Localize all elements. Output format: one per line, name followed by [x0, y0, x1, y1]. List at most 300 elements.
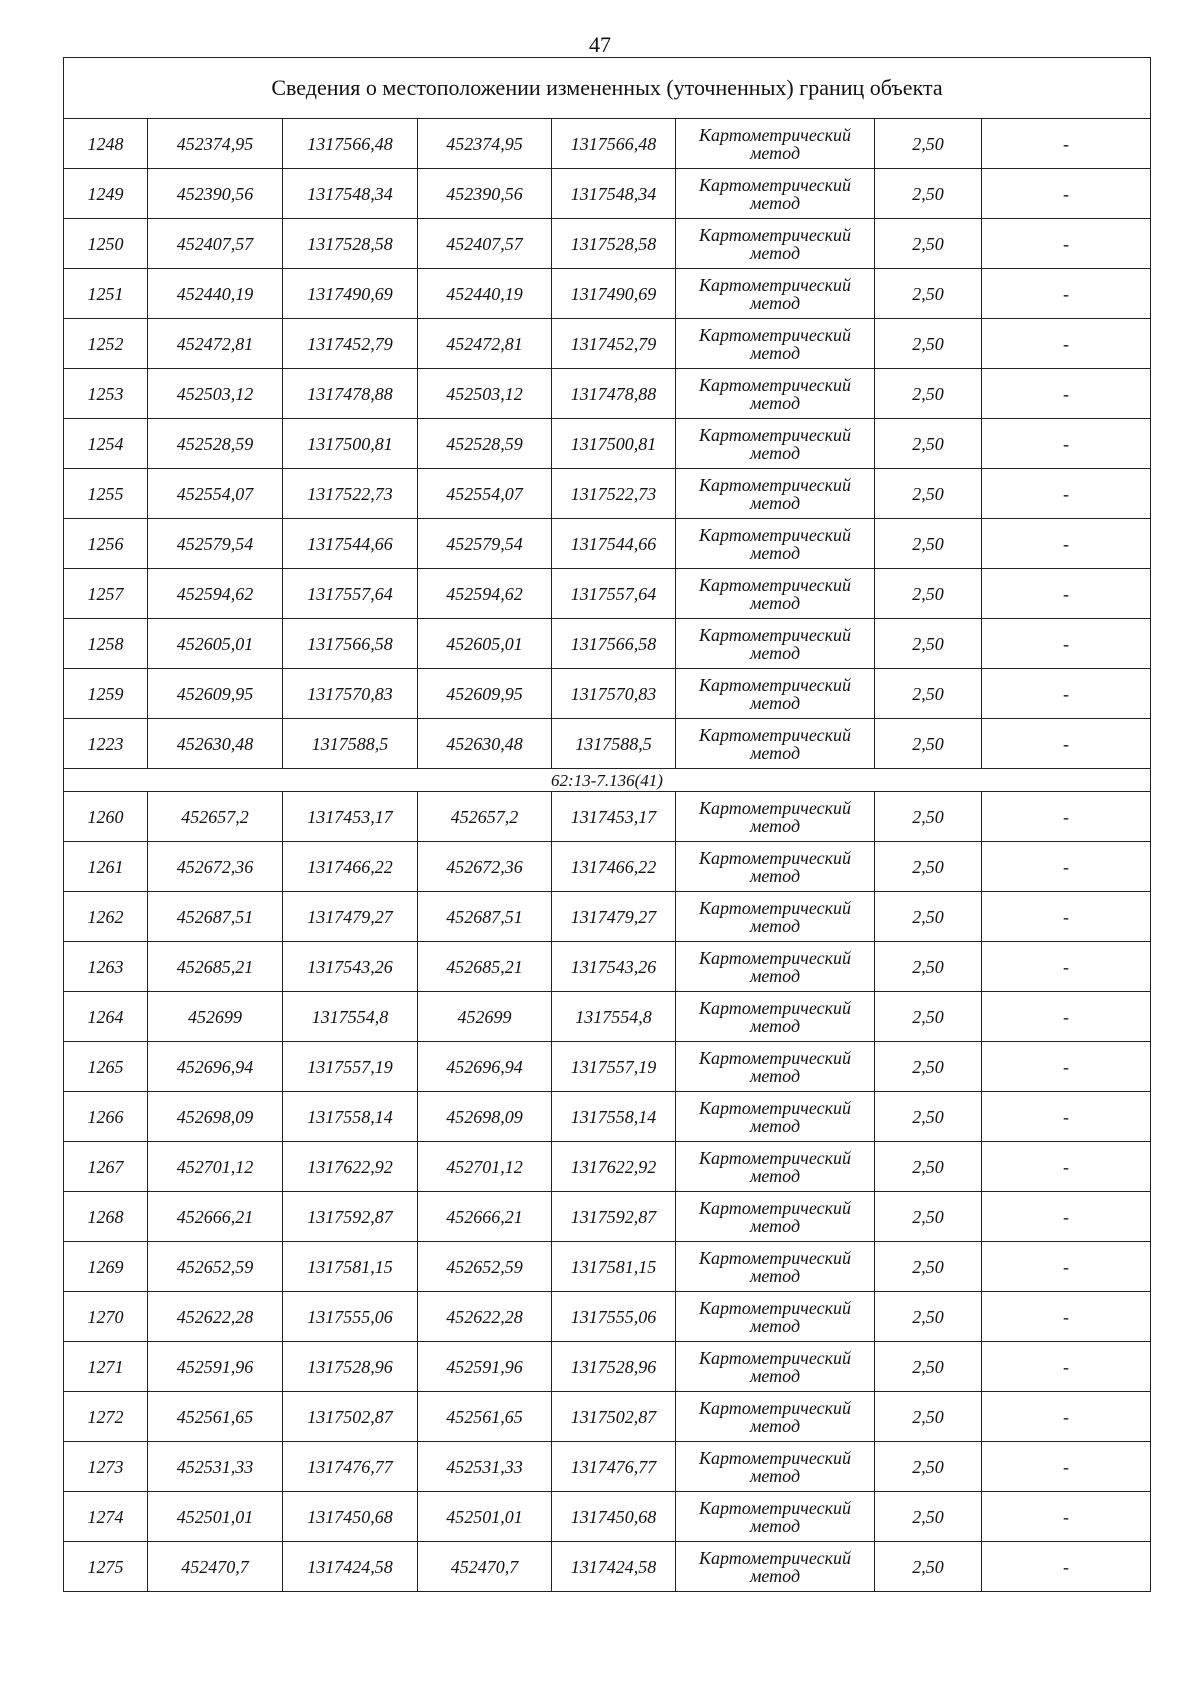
method-line-2: метод	[749, 815, 801, 836]
table-row	[64, 1442, 1151, 1492]
new-y-cell: 1317528,96	[552, 1342, 676, 1392]
old-x-cell: 452622,28	[148, 1292, 283, 1342]
precision-cell: 2,50	[875, 1342, 982, 1392]
method-cell	[676, 719, 875, 769]
new-x-cell: 452622,28	[418, 1292, 552, 1342]
precision-cell: 2,50	[875, 992, 982, 1042]
point-number-cell: 1265	[64, 1042, 148, 1092]
old-x-cell: 452407,57	[148, 219, 283, 269]
method-line-1: Картометрический	[698, 847, 851, 868]
method-cell	[676, 892, 875, 942]
precision-cell: 2,50	[875, 842, 982, 892]
old-x-cell: 452652,59	[148, 1242, 283, 1292]
old-x-cell: 452561,65	[148, 1392, 283, 1442]
method-cell	[676, 792, 875, 842]
note-cell: -	[982, 1492, 1151, 1542]
table-row	[64, 1492, 1151, 1542]
point-number-cell: 1267	[64, 1142, 148, 1192]
method-line-1: Картометрический	[698, 1097, 851, 1118]
method-cell	[676, 1042, 875, 1092]
precision-cell: 2,50	[875, 119, 982, 169]
precision-cell: 2,50	[875, 1192, 982, 1242]
old-y-cell: 1317424,58	[283, 1542, 418, 1592]
new-x-cell: 452561,65	[418, 1392, 552, 1442]
method-cell	[676, 569, 875, 619]
new-x-cell: 452531,33	[418, 1442, 552, 1492]
new-x-cell: 452701,12	[418, 1142, 552, 1192]
new-y-cell: 1317522,73	[552, 469, 676, 519]
new-x-cell: 452470,7	[418, 1542, 552, 1592]
old-y-cell: 1317543,26	[283, 942, 418, 992]
method-line-2: метод	[749, 1265, 801, 1286]
note-cell: -	[982, 169, 1151, 219]
note-cell: -	[982, 369, 1151, 419]
new-y-cell: 1317452,79	[552, 319, 676, 369]
method-cell	[676, 1292, 875, 1342]
method-line-2: метод	[749, 1565, 801, 1586]
old-x-cell: 452440,19	[148, 269, 283, 319]
table-title: Сведения о местоположении измененных (уточненных) границ объекта	[64, 58, 1151, 119]
point-number-cell: 1249	[64, 169, 148, 219]
old-y-cell: 1317622,92	[283, 1142, 418, 1192]
old-x-cell: 452609,95	[148, 669, 283, 719]
new-y-cell: 1317476,77	[552, 1442, 676, 1492]
old-y-cell: 1317466,22	[283, 842, 418, 892]
old-y-cell: 1317452,79	[283, 319, 418, 369]
old-y-cell: 1317570,83	[283, 669, 418, 719]
point-number-cell: 1274	[64, 1492, 148, 1542]
precision-cell: 2,50	[875, 892, 982, 942]
note-cell: -	[982, 519, 1151, 569]
old-x-cell: 452579,54	[148, 519, 283, 569]
precision-cell: 2,50	[875, 1092, 982, 1142]
table-row	[64, 269, 1151, 319]
method-line-1: Картометрический	[698, 1197, 851, 1218]
precision-cell: 2,50	[875, 1042, 982, 1092]
table-row	[64, 1292, 1151, 1342]
point-number-cell: 1260	[64, 792, 148, 842]
note-cell: -	[982, 842, 1151, 892]
point-number-cell: 1262	[64, 892, 148, 942]
point-number-cell: 1248	[64, 119, 148, 169]
table-row	[64, 1392, 1151, 1442]
method-line-1: Картометрический	[698, 947, 851, 968]
note-cell: -	[982, 1342, 1151, 1392]
table-title-row	[64, 58, 1151, 119]
point-number-cell: 1255	[64, 469, 148, 519]
method-line-1: Картометрический	[698, 1297, 851, 1318]
method-line-1: Картометрический	[698, 124, 851, 145]
table-row	[64, 842, 1151, 892]
method-line-1: Картометрический	[698, 324, 851, 345]
old-y-cell: 1317453,17	[283, 792, 418, 842]
precision-cell: 2,50	[875, 669, 982, 719]
new-x-cell: 452657,2	[418, 792, 552, 842]
method-line-2: метод	[749, 1065, 801, 1086]
precision-cell: 2,50	[875, 519, 982, 569]
precision-cell: 2,50	[875, 942, 982, 992]
method-cell	[676, 219, 875, 269]
new-x-cell: 452652,59	[418, 1242, 552, 1292]
boundary-coordinates-table	[63, 57, 1151, 1592]
method-line-2: метод	[749, 1215, 801, 1236]
note-cell: -	[982, 1242, 1151, 1292]
table-row	[64, 792, 1151, 842]
precision-cell: 2,50	[875, 369, 982, 419]
old-x-cell: 452701,12	[148, 1142, 283, 1192]
old-x-cell: 452657,2	[148, 792, 283, 842]
method-line-2: метод	[749, 542, 801, 563]
point-number-cell: 1261	[64, 842, 148, 892]
new-y-cell: 1317622,92	[552, 1142, 676, 1192]
point-number-cell: 1266	[64, 1092, 148, 1142]
point-number-cell: 1269	[64, 1242, 148, 1292]
method-line-2: метод	[749, 442, 801, 463]
method-line-2: метод	[749, 1315, 801, 1336]
note-cell: -	[982, 219, 1151, 269]
new-x-cell: 452605,01	[418, 619, 552, 669]
precision-cell: 2,50	[875, 719, 982, 769]
method-line-2: метод	[749, 342, 801, 363]
point-number-cell: 1264	[64, 992, 148, 1042]
new-x-cell: 452594,62	[418, 569, 552, 619]
note-cell: -	[982, 269, 1151, 319]
old-x-cell: 452591,96	[148, 1342, 283, 1392]
old-y-cell: 1317522,73	[283, 469, 418, 519]
point-number-cell: 1250	[64, 219, 148, 269]
table-row	[64, 469, 1151, 519]
new-x-cell: 452672,36	[418, 842, 552, 892]
new-y-cell: 1317479,27	[552, 892, 676, 942]
point-number-cell: 1253	[64, 369, 148, 419]
old-y-cell: 1317478,88	[283, 369, 418, 419]
note-cell: -	[982, 892, 1151, 942]
new-y-cell: 1317502,87	[552, 1392, 676, 1442]
old-x-cell: 452528,59	[148, 419, 283, 469]
precision-cell: 2,50	[875, 319, 982, 369]
old-x-cell: 452472,81	[148, 319, 283, 369]
old-y-cell: 1317558,14	[283, 1092, 418, 1142]
method-line-2: метод	[749, 1165, 801, 1186]
old-y-cell: 1317566,58	[283, 619, 418, 669]
table-row	[64, 1142, 1151, 1192]
note-cell: -	[982, 1392, 1151, 1442]
method-cell	[676, 1242, 875, 1292]
precision-cell: 2,50	[875, 1392, 982, 1442]
note-cell: -	[982, 569, 1151, 619]
table-row	[64, 1242, 1151, 1292]
new-x-cell: 452579,54	[418, 519, 552, 569]
table-row	[64, 669, 1151, 719]
note-cell: -	[982, 942, 1151, 992]
table-row	[64, 1542, 1151, 1592]
table-row	[64, 369, 1151, 419]
old-y-cell: 1317555,06	[283, 1292, 418, 1342]
method-line-1: Картометрический	[698, 274, 851, 295]
precision-cell: 2,50	[875, 619, 982, 669]
method-cell	[676, 842, 875, 892]
new-x-cell: 452374,95	[418, 119, 552, 169]
note-cell: -	[982, 719, 1151, 769]
new-x-cell: 452687,51	[418, 892, 552, 942]
table-row	[64, 992, 1151, 1042]
method-cell	[676, 169, 875, 219]
method-cell	[676, 1342, 875, 1392]
method-line-2: метод	[749, 1515, 801, 1536]
note-cell: -	[982, 792, 1151, 842]
method-cell	[676, 1092, 875, 1142]
method-line-1: Картометрический	[698, 997, 851, 1018]
point-number-cell: 1258	[64, 619, 148, 669]
note-cell: -	[982, 1092, 1151, 1142]
note-cell: -	[982, 1042, 1151, 1092]
table-row	[64, 619, 1151, 669]
method-line-2: метод	[749, 692, 801, 713]
method-line-1: Картометрический	[698, 574, 851, 595]
precision-cell: 2,50	[875, 1442, 982, 1492]
method-line-2: метод	[749, 192, 801, 213]
method-line-2: метод	[749, 742, 801, 763]
note-cell: -	[982, 1442, 1151, 1492]
new-y-cell: 1317466,22	[552, 842, 676, 892]
note-cell: -	[982, 1292, 1151, 1342]
new-y-cell: 1317490,69	[552, 269, 676, 319]
note-cell: -	[982, 419, 1151, 469]
new-x-cell: 452609,95	[418, 669, 552, 719]
method-line-1: Картометрический	[698, 1497, 851, 1518]
table-row	[64, 1042, 1151, 1092]
new-y-cell: 1317581,15	[552, 1242, 676, 1292]
old-x-cell: 452470,7	[148, 1542, 283, 1592]
new-y-cell: 1317528,58	[552, 219, 676, 269]
method-cell	[676, 269, 875, 319]
old-y-cell: 1317479,27	[283, 892, 418, 942]
new-x-cell: 452666,21	[418, 1192, 552, 1242]
method-line-2: метод	[749, 1015, 801, 1036]
old-x-cell: 452390,56	[148, 169, 283, 219]
table-row	[64, 569, 1151, 619]
method-line-1: Картометрический	[698, 624, 851, 645]
table-row	[64, 419, 1151, 469]
point-number-cell: 1275	[64, 1542, 148, 1592]
method-cell	[676, 1542, 875, 1592]
new-x-cell: 452699	[418, 992, 552, 1042]
method-line-2: метод	[749, 492, 801, 513]
old-y-cell: 1317554,8	[283, 992, 418, 1042]
old-y-cell: 1317592,87	[283, 1192, 418, 1242]
old-x-cell: 452503,12	[148, 369, 283, 419]
point-number-cell: 1254	[64, 419, 148, 469]
table-row	[64, 1342, 1151, 1392]
method-line-1: Картометрический	[698, 897, 851, 918]
old-x-cell: 452687,51	[148, 892, 283, 942]
new-y-cell: 1317557,64	[552, 569, 676, 619]
method-cell	[676, 469, 875, 519]
old-y-cell: 1317490,69	[283, 269, 418, 319]
table-row	[64, 1192, 1151, 1242]
table-row	[64, 1092, 1151, 1142]
table-row	[64, 519, 1151, 569]
old-y-cell: 1317476,77	[283, 1442, 418, 1492]
method-cell	[676, 1442, 875, 1492]
method-line-1: Картометрический	[698, 797, 851, 818]
new-y-cell: 1317450,68	[552, 1492, 676, 1542]
old-x-cell: 452501,01	[148, 1492, 283, 1542]
point-number-cell: 1251	[64, 269, 148, 319]
method-line-2: метод	[749, 1365, 801, 1386]
method-line-2: метод	[749, 392, 801, 413]
old-y-cell: 1317566,48	[283, 119, 418, 169]
table-row	[64, 169, 1151, 219]
method-cell	[676, 619, 875, 669]
table-row	[64, 219, 1151, 269]
method-line-1: Картометрический	[698, 1347, 851, 1368]
table-row	[64, 892, 1151, 942]
old-y-cell: 1317581,15	[283, 1242, 418, 1292]
old-x-cell: 452685,21	[148, 942, 283, 992]
method-line-1: Картометрический	[698, 1447, 851, 1468]
new-y-cell: 1317557,19	[552, 1042, 676, 1092]
method-cell	[676, 1192, 875, 1242]
new-x-cell: 452685,21	[418, 942, 552, 992]
new-y-cell: 1317570,83	[552, 669, 676, 719]
old-y-cell: 1317528,96	[283, 1342, 418, 1392]
old-x-cell: 452666,21	[148, 1192, 283, 1242]
method-line-2: метод	[749, 592, 801, 613]
new-x-cell: 452528,59	[418, 419, 552, 469]
method-line-2: метод	[749, 1465, 801, 1486]
method-line-2: метод	[749, 965, 801, 986]
precision-cell: 2,50	[875, 219, 982, 269]
method-line-2: метод	[749, 142, 801, 163]
method-line-1: Картометрический	[698, 424, 851, 445]
new-x-cell: 452698,09	[418, 1092, 552, 1142]
old-x-cell: 452672,36	[148, 842, 283, 892]
point-number-cell: 1257	[64, 569, 148, 619]
method-cell	[676, 369, 875, 419]
method-cell	[676, 942, 875, 992]
section-row	[64, 769, 1151, 792]
new-y-cell: 1317554,8	[552, 992, 676, 1042]
point-number-cell: 1270	[64, 1292, 148, 1342]
table-row	[64, 119, 1151, 169]
new-y-cell: 1317543,26	[552, 942, 676, 992]
point-number-cell: 1252	[64, 319, 148, 369]
method-line-2: метод	[749, 1115, 801, 1136]
precision-cell: 2,50	[875, 1292, 982, 1342]
point-number-cell: 1259	[64, 669, 148, 719]
new-x-cell: 452407,57	[418, 219, 552, 269]
new-x-cell: 452503,12	[418, 369, 552, 419]
new-y-cell: 1317588,5	[552, 719, 676, 769]
precision-cell: 2,50	[875, 1542, 982, 1592]
method-line-2: метод	[749, 915, 801, 936]
precision-cell: 2,50	[875, 792, 982, 842]
method-line-2: метод	[749, 865, 801, 886]
method-line-2: метод	[749, 1415, 801, 1436]
precision-cell: 2,50	[875, 569, 982, 619]
new-x-cell: 452696,94	[418, 1042, 552, 1092]
precision-cell: 2,50	[875, 269, 982, 319]
note-cell: -	[982, 469, 1151, 519]
old-x-cell: 452374,95	[148, 119, 283, 169]
precision-cell: 2,50	[875, 169, 982, 219]
new-y-cell: 1317566,58	[552, 619, 676, 669]
method-cell	[676, 669, 875, 719]
new-x-cell: 452630,48	[418, 719, 552, 769]
table-row	[64, 319, 1151, 369]
old-y-cell: 1317548,34	[283, 169, 418, 219]
old-x-cell: 452630,48	[148, 719, 283, 769]
method-line-1: Картометрический	[698, 674, 851, 695]
old-x-cell: 452554,07	[148, 469, 283, 519]
point-number-cell: 1271	[64, 1342, 148, 1392]
method-cell	[676, 419, 875, 469]
note-cell: -	[982, 669, 1151, 719]
method-line-1: Картометрический	[698, 724, 851, 745]
new-x-cell: 452501,01	[418, 1492, 552, 1542]
method-cell	[676, 519, 875, 569]
method-line-1: Картометрический	[698, 174, 851, 195]
note-cell: -	[982, 992, 1151, 1042]
method-line-2: метод	[749, 242, 801, 263]
new-y-cell: 1317544,66	[552, 519, 676, 569]
table-row	[64, 942, 1151, 992]
note-cell: -	[982, 319, 1151, 369]
method-line-1: Картометрический	[698, 1247, 851, 1268]
point-number-cell: 1256	[64, 519, 148, 569]
note-cell: -	[982, 619, 1151, 669]
old-y-cell: 1317557,64	[283, 569, 418, 619]
method-line-2: метод	[749, 642, 801, 663]
old-x-cell: 452594,62	[148, 569, 283, 619]
new-x-cell: 452554,07	[418, 469, 552, 519]
old-y-cell: 1317450,68	[283, 1492, 418, 1542]
new-x-cell: 452591,96	[418, 1342, 552, 1392]
precision-cell: 2,50	[875, 1242, 982, 1292]
point-number-cell: 1273	[64, 1442, 148, 1492]
new-y-cell: 1317453,17	[552, 792, 676, 842]
method-line-1: Картометрический	[698, 1147, 851, 1168]
old-y-cell: 1317528,58	[283, 219, 418, 269]
page-number: 47	[589, 32, 611, 57]
note-cell: -	[982, 1542, 1151, 1592]
old-y-cell: 1317557,19	[283, 1042, 418, 1092]
method-line-2: метод	[749, 292, 801, 313]
method-line-1: Картометрический	[698, 1547, 851, 1568]
table-row	[64, 719, 1151, 769]
method-line-1: Картометрический	[698, 374, 851, 395]
method-cell	[676, 1492, 875, 1542]
precision-cell: 2,50	[875, 419, 982, 469]
new-y-cell: 1317500,81	[552, 419, 676, 469]
method-cell	[676, 1392, 875, 1442]
new-y-cell: 1317555,06	[552, 1292, 676, 1342]
point-number-cell: 1263	[64, 942, 148, 992]
method-cell	[676, 319, 875, 369]
method-cell	[676, 1142, 875, 1192]
note-cell: -	[982, 1192, 1151, 1242]
old-x-cell: 452531,33	[148, 1442, 283, 1492]
point-number-cell: 1272	[64, 1392, 148, 1442]
method-line-1: Картометрический	[698, 524, 851, 545]
old-x-cell: 452698,09	[148, 1092, 283, 1142]
precision-cell: 2,50	[875, 1492, 982, 1542]
method-line-1: Картометрический	[698, 474, 851, 495]
method-line-1: Картометрический	[698, 1047, 851, 1068]
precision-cell: 2,50	[875, 469, 982, 519]
old-y-cell: 1317588,5	[283, 719, 418, 769]
